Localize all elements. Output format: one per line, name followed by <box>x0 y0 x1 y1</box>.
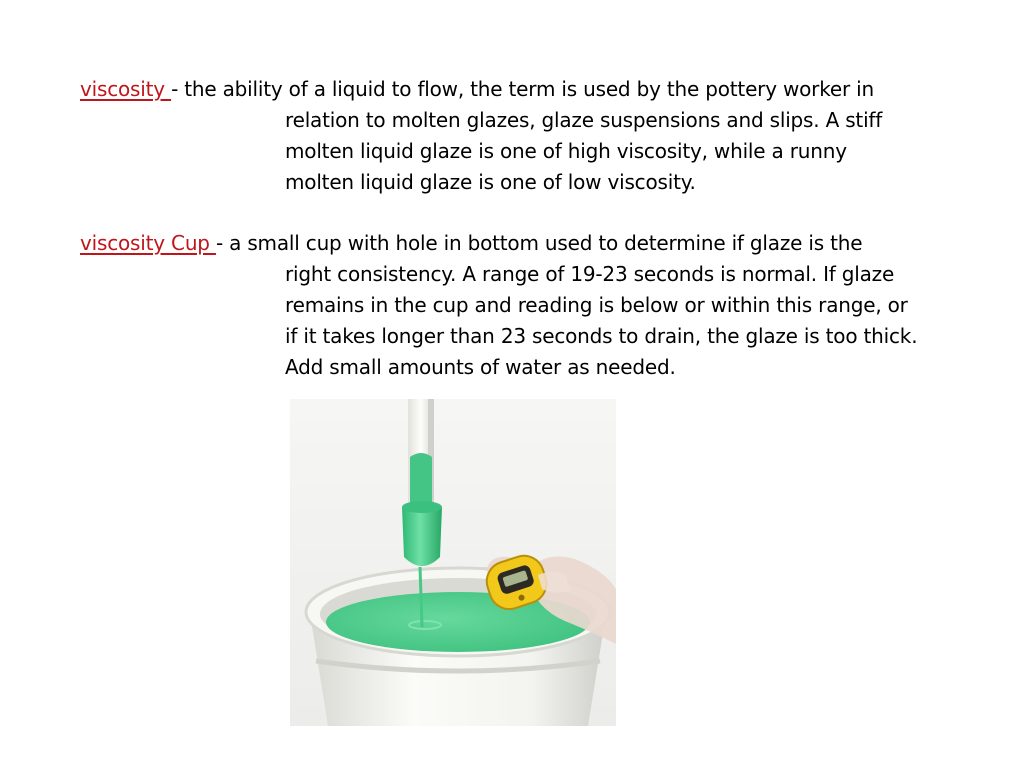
viscosity-cup-photo <box>290 399 616 726</box>
definition-line: relation to molten glazes, glaze suspensions and slips. A stiff <box>285 108 883 132</box>
definition-line: right consistency. A range of 19-23 seconds is normal. If glaze <box>285 262 895 286</box>
glaze-stream <box>420 567 422 627</box>
term-viscosity-cup[interactable]: viscosity Cup <box>80 231 216 255</box>
definition-text: - a small cup with hole in bottom used to determine if glaze is the <box>215 231 863 255</box>
definition-line <box>80 74 970 105</box>
viscosity-cup <box>402 507 442 566</box>
definition-viscosity-cup <box>80 228 970 383</box>
definition-viscosity <box>80 74 970 198</box>
definition-line: if it takes longer than 23 seconds to drain, the glaze is too thick. <box>285 324 918 348</box>
definition-line: Add small amounts of water as needed. <box>285 355 676 379</box>
viscosity-cup-top <box>402 501 442 513</box>
definition-line: molten liquid glaze is one of low viscosity. <box>285 170 696 194</box>
viscosity-cup-illustration <box>290 399 616 726</box>
definition-text: - the ability of a liquid to flow, the term is used by the pottery worker in <box>171 77 874 101</box>
definition-line: remains in the cup and reading is below or within this range, or <box>285 293 908 317</box>
term-viscosity[interactable]: viscosity <box>80 77 172 101</box>
definition-line <box>80 228 970 259</box>
definition-line: molten liquid glaze is one of high viscosity, while a runny <box>285 139 847 163</box>
